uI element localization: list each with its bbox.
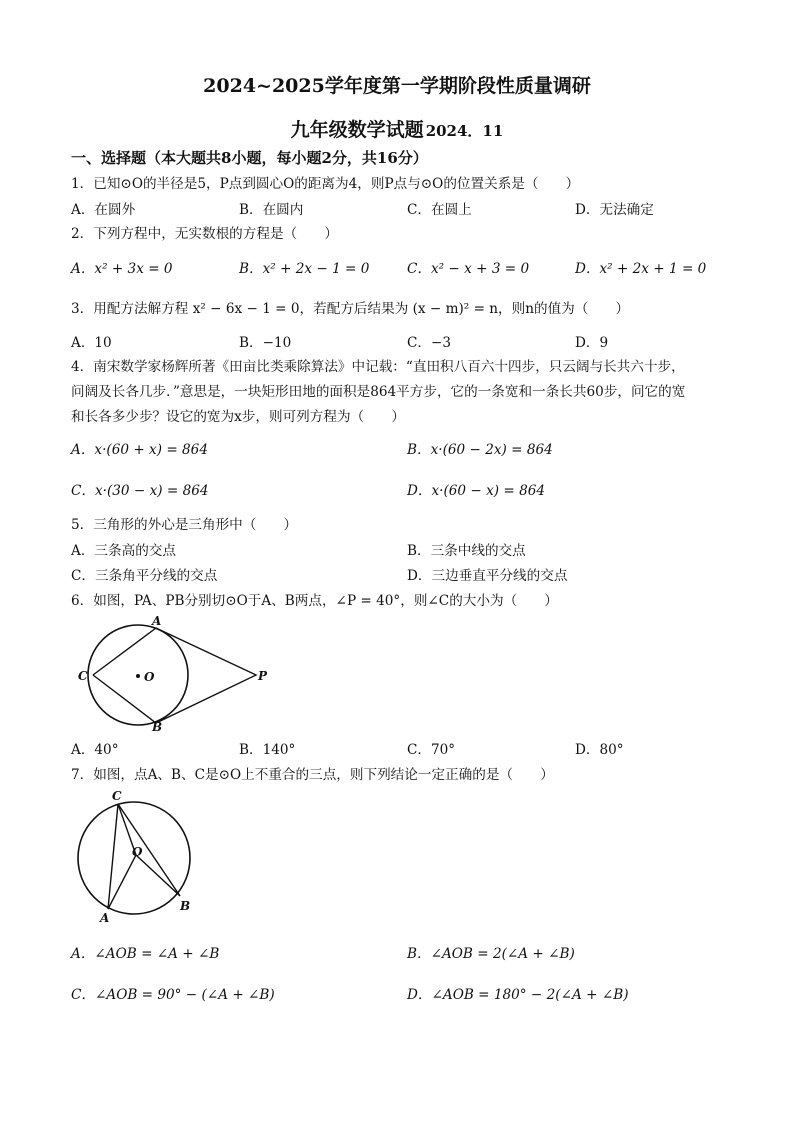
q6-option-d: D．80° (575, 742, 624, 758)
q1-option-a: A．在圆外 (71, 202, 136, 218)
q6-label-b: B (152, 720, 163, 734)
q7-label-o: O (132, 845, 143, 859)
question-3-stem: 3．用配方法解方程 x² − 6x − 1 = 0，若配方后结果为 (x − m)² = n，则n的值为（ ） (71, 301, 630, 317)
exam-subtitle-row (0, 115, 794, 142)
q7-option-a: A．∠AOB = ∠A + ∠B (71, 946, 220, 962)
q1-option-c: C．在圆上 (407, 202, 472, 218)
question-5-stem: 5．三角形的外心是三角形中（ ） (71, 517, 298, 533)
q6-label-c: C (78, 669, 88, 683)
q4-option-a: A．x·(60 + x) = 864 (71, 442, 208, 458)
q6-label-p: P (258, 669, 268, 683)
question-2-stem: 2．下列方程中，无实数根的方程是（ ） (71, 226, 338, 242)
q6-center-dot (136, 674, 140, 678)
question-6-stem: 6．如图，PA、PB分别切⊙O于A、B两点，∠P = 40°，则∠C的大小为（ ） (71, 593, 558, 609)
exam-title: 2024~2025学年度第一学期阶段性质量调研 (203, 75, 591, 97)
q6-circle-tangent-figure (72, 612, 282, 736)
exam-subtitle: 九年级数学试题 (290, 119, 424, 141)
q4-option-b: B．x·(60 − 2x) = 864 (407, 442, 553, 458)
q1-option-d: D．无法确定 (575, 202, 654, 218)
q4-option-d: D．x·(60 − x) = 864 (407, 483, 546, 499)
q5-option-d: D．三边垂直平分线的交点 (407, 568, 568, 584)
question-4-stem-line-3: 和长各多少步？设它的宽为x步，则可列方程为（ ） (71, 409, 405, 425)
q6-option-b: B．140° (239, 742, 296, 758)
q2-option-c: C．x² − x + 3 = 0 (407, 261, 530, 277)
q7-label-c: C (112, 789, 122, 803)
q5-option-a: A．三条高的交点 (71, 543, 176, 559)
question-1-stem: 1．已知⊙O的半径是5，P点到圆心O的距离为4，则P点与⊙O的位置关系是（ ） (71, 176, 580, 192)
q6-label-a: A (152, 614, 162, 628)
q3-option-d: D．9 (575, 335, 609, 351)
question-4-stem-line-1: 4．南宋数学家杨辉所著《田亩比类乘除算法》中记载：“直田积八百六十四步，只云阔与长共六十步， (71, 359, 685, 375)
q7-label-a: A (100, 911, 110, 925)
q7-lines-oa-ob-bc (108, 804, 180, 909)
q6-option-c: C．70° (407, 742, 456, 758)
q7-option-c: C．∠AOB = 90° − (∠A + ∠B) (71, 987, 275, 1003)
q4-option-c: C．x·(30 − x) = 864 (71, 483, 209, 499)
question-4-stem-line-2: 问阔及长各几步．”意思是，一块矩形田地的面积是864平方步，它的一条宽和一条长共60步，问它的宽 (71, 384, 686, 400)
q1-option-b: B．在圆内 (239, 202, 304, 218)
q3-option-a: A．10 (71, 335, 112, 351)
q7-option-d: D．∠AOB = 180° − 2(∠A + ∠B) (407, 987, 629, 1003)
q2-option-a: A．x² + 3x = 0 (71, 261, 173, 277)
q3-option-c: C．−3 (407, 335, 452, 351)
q6-option-a: A．40° (71, 742, 119, 758)
q5-option-b: B．三条中线的交点 (407, 543, 526, 559)
question-7-stem: 7．如图，点A、B、C是⊙O上不重合的三点，则下列结论一定正确的是（ ） (71, 767, 554, 783)
q6-label-o: O (144, 670, 155, 684)
q7-label-b: B (180, 899, 191, 913)
q2-option-b: B．x² + 2x − 1 = 0 (239, 261, 370, 277)
q7-option-b: B．∠AOB = 2(∠A + ∠B) (407, 946, 575, 962)
section-heading: 一、选择题（本大题共8小题，每小题2分，共16分） (71, 149, 428, 167)
exam-date: 2024．11 (425, 122, 504, 140)
q3-option-b: B．−10 (239, 335, 292, 351)
q2-option-d: D．x² + 2x + 1 = 0 (575, 261, 707, 277)
q5-option-c: C．三条角平分线的交点 (71, 568, 218, 584)
q7-inscribed-angle-figure (74, 786, 198, 926)
